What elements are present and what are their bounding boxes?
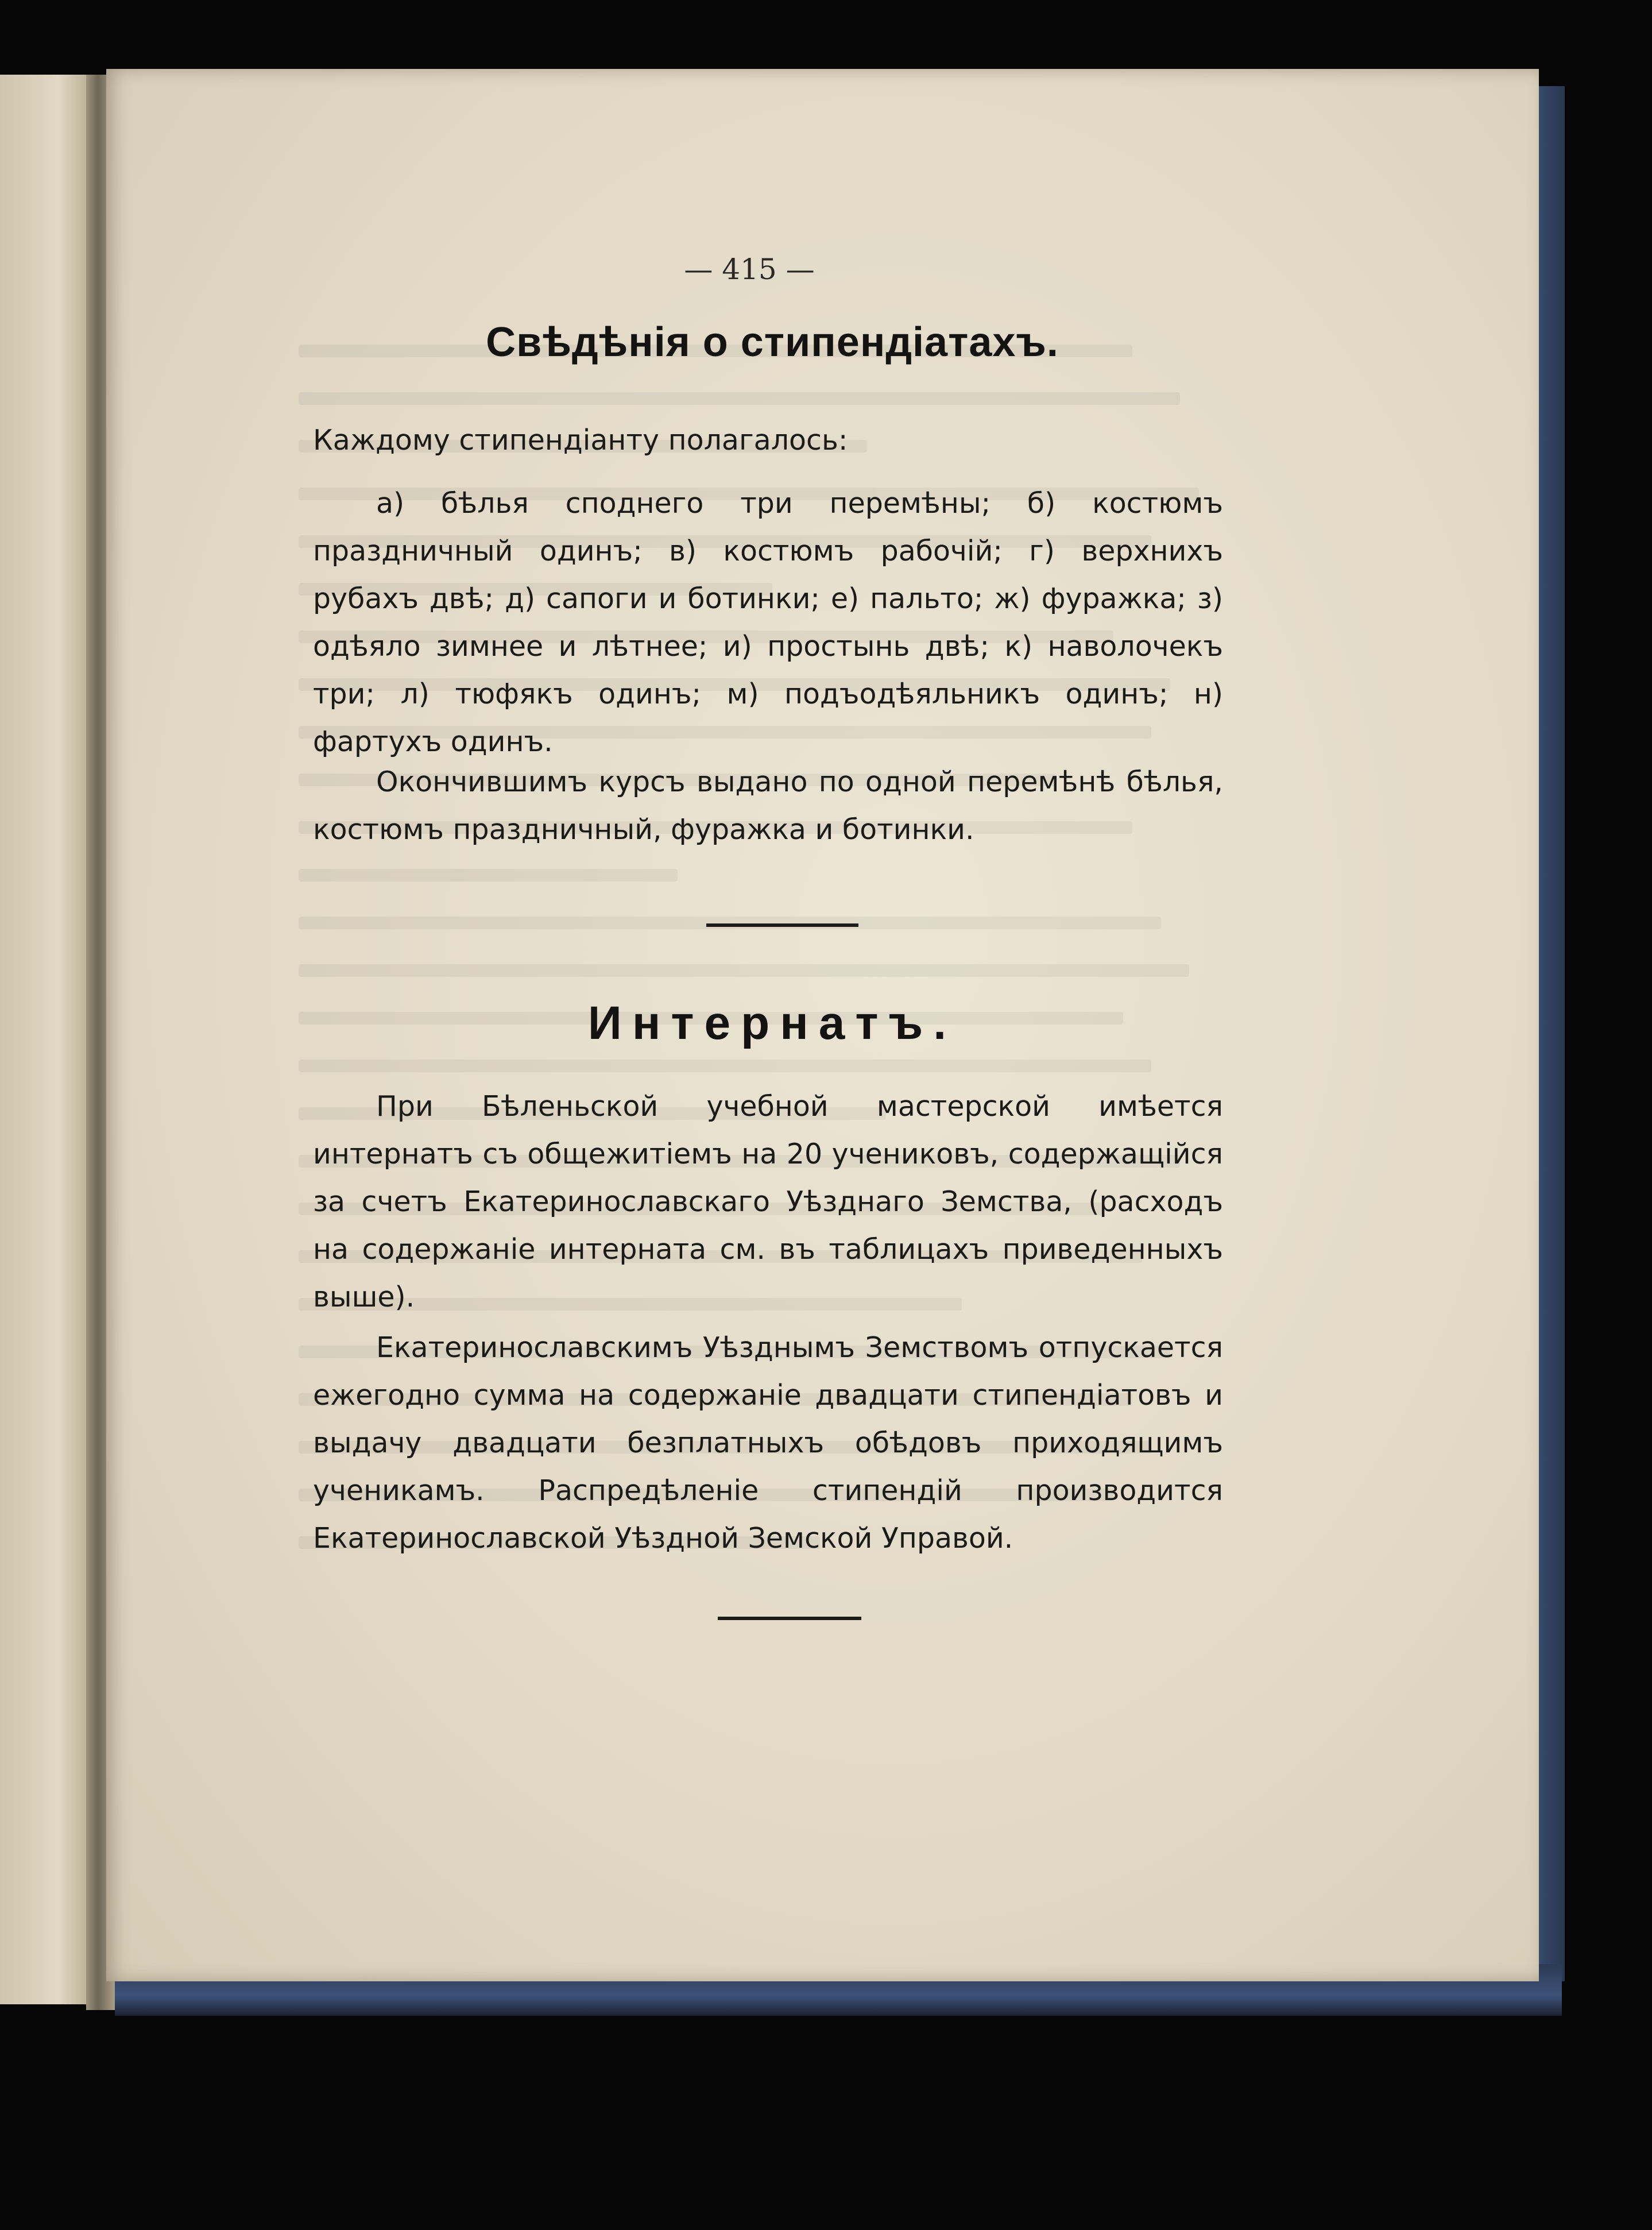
paragraph-internat-description: При Бѣленьской учебной мастерской имѣется интернатъ съ общежитіемъ на 20 учениковъ, содержащійся за счетъ Екатеринославскаго Уѣзднаго Земства, (расходъ на содержаніе интерната см. въ таблицахъ приведенныхъ выше). — [313, 1090, 1223, 1313]
page-number: — 415 — — [684, 253, 815, 286]
paragraph-intro: Каждому стипендіанту полагалось: — [313, 424, 848, 457]
paragraph-graduates: Окончившимъ курсъ выдано по одной перемѣнѣ бѣлья, костюмъ праздничный, фуражка и ботинки. — [313, 766, 1223, 846]
section-divider-end — [718, 1617, 861, 1620]
section-title-stipend-info: Свѣдѣнія о стипендіатахъ. — [486, 319, 1059, 365]
paragraph-zemstvo-funding: Екатеринославскимъ Уѣзднымъ Земствомъ отпускается ежегодно сумма на содержаніе двадцати стипендіатовъ и выдачу двадцати безплатныхъ обѣдовъ приходящимъ ученикамъ. Распредѣленіе стипендій производится Екатеринославской Уѣздной Земской Управой. — [313, 1331, 1223, 1555]
section-title-internat: Интернатъ. — [587, 997, 957, 1049]
paragraph-items-list: а) бѣлья споднего три перемѣны; б) костюмъ праздничный одинъ; в) костюмъ рабочій; г) верхнихъ рубахъ двѣ; д) сапоги и ботинки; е) пальто; ж) фуражка; з) одѣяло зимнее и лѣтнее; и) простынь двѣ; к) наволочекъ три; л) тюфякъ одинъ; м) подъодѣяльникъ одинъ; н) фартухъ одинъ. — [313, 487, 1223, 758]
section-divider — [706, 923, 858, 927]
